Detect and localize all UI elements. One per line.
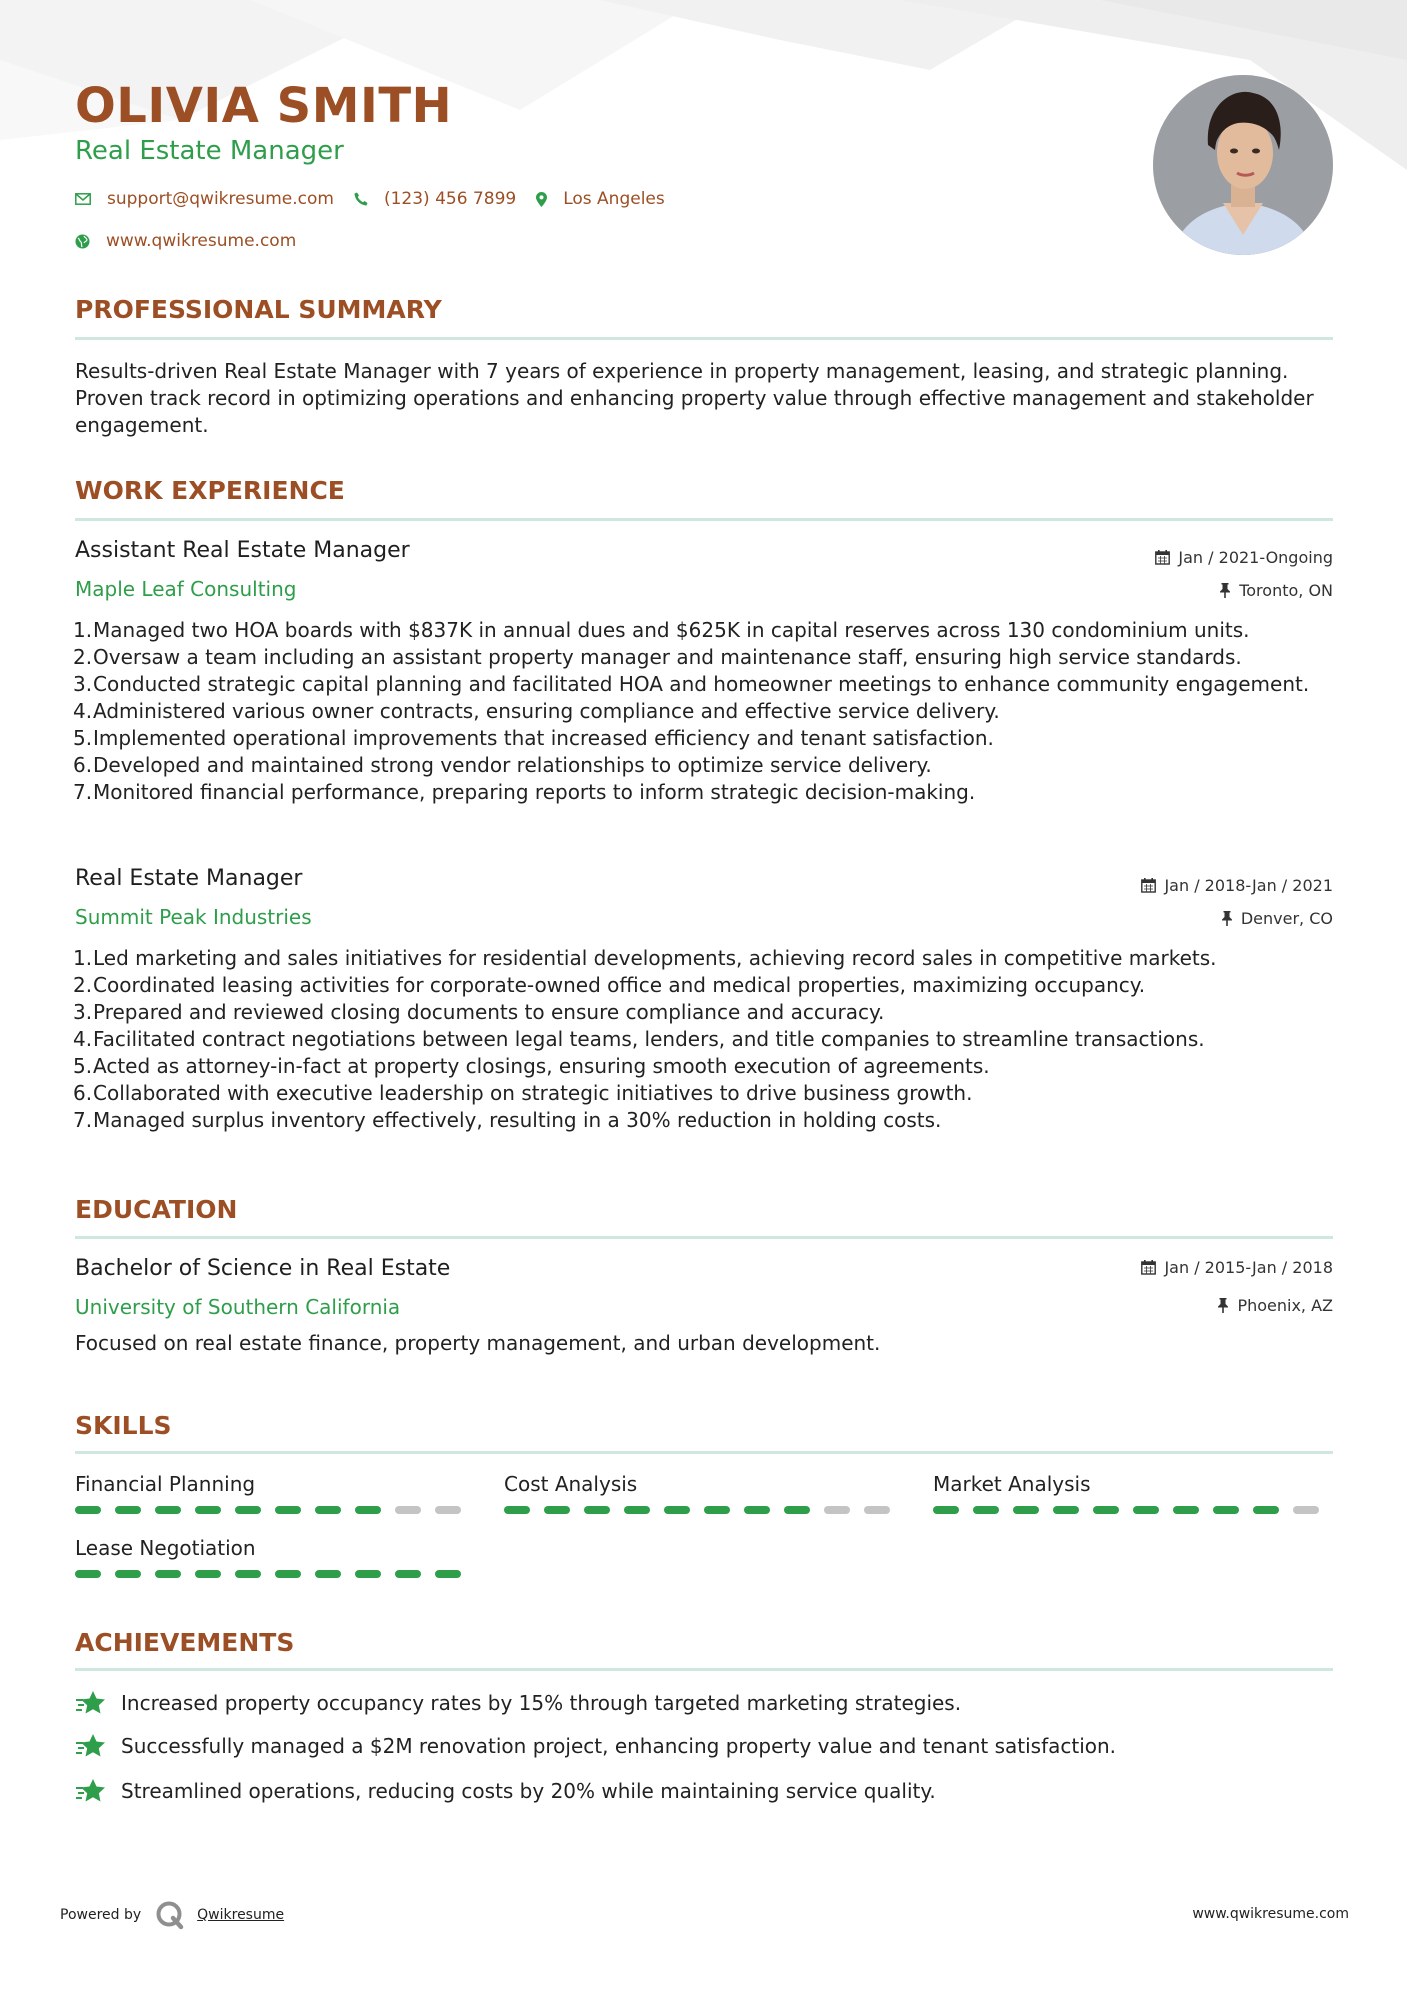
star-icon (75, 1733, 107, 1759)
pushpin-icon (1221, 911, 1233, 926)
skill-name: Cost Analysis (504, 1472, 638, 1496)
skill-rating (933, 1506, 1333, 1514)
skill-item (75, 1536, 475, 1578)
skill-dot-filled (784, 1506, 810, 1514)
skill-dot-filled (744, 1506, 770, 1514)
skill-dot-filled (435, 1570, 461, 1578)
education-divider (75, 1236, 1333, 1239)
summary-heading: PROFESSIONAL SUMMARY (75, 295, 442, 324)
list-item: 2. Coordinated leasing activities for corporate-owned office and medical properties, maximizing occupancy. (73, 973, 1146, 997)
job-date-text: Jan / 2021-Ongoing (1178, 548, 1333, 567)
skill-dot-filled (1013, 1506, 1039, 1514)
achievement-item (75, 1778, 936, 1804)
footer-powered-by (60, 1900, 284, 1930)
job-title: Real Estate Manager (75, 866, 303, 891)
list-item: 5. Implemented operational improvements that increased efficiency and tenant satisfaction. (73, 726, 994, 750)
candidate-name: OLIVIA SMITH (75, 78, 453, 134)
list-item: 1. Managed two HOA boards with $837K in annual dues and $625K in capital reserves across 130 condominium units. (73, 618, 1250, 642)
achievement-item (75, 1690, 961, 1716)
profile-photo (1153, 75, 1333, 255)
pushpin-icon (1217, 1298, 1229, 1313)
skill-name: Lease Negotiation (75, 1536, 256, 1560)
phone-contact[interactable] (354, 189, 516, 209)
job-date-text: Jan / 2018-Jan / 2021 (1164, 876, 1333, 895)
skill-dot-empty (395, 1506, 421, 1514)
contact-row-2 (75, 231, 316, 251)
job-date (1155, 548, 1333, 567)
location-text: Los Angeles (563, 189, 665, 209)
star-icon (75, 1778, 107, 1804)
company-name: Summit Peak Industries (75, 905, 312, 929)
job-location (1219, 581, 1333, 600)
calendar-icon (1141, 878, 1156, 893)
skill-dot-filled (1053, 1506, 1079, 1514)
skill-dot-filled (75, 1506, 101, 1514)
skill-item (933, 1472, 1333, 1514)
skill-dot-filled (624, 1506, 650, 1514)
skill-rating (75, 1570, 475, 1578)
skill-dot-filled (704, 1506, 730, 1514)
skill-dot-filled (235, 1506, 261, 1514)
candidate-title: Real Estate Manager (75, 136, 344, 166)
skill-dot-filled (355, 1570, 381, 1578)
skill-dot-filled (1133, 1506, 1159, 1514)
job-location-text: Toronto, ON (1239, 581, 1333, 600)
skill-name: Market Analysis (933, 1472, 1091, 1496)
skill-dot-filled (275, 1506, 301, 1514)
list-item: 7. Monitored financial performance, preparing reports to inform strategic decision-making. (73, 780, 976, 804)
achievement-text: Successfully managed a $2M renovation project, enhancing property value and tenant satisfaction. (121, 1734, 1117, 1758)
list-item: 5. Acted as attorney-in-fact at property closings, ensuring smooth execution of agreements. (73, 1054, 990, 1078)
star-icon (75, 1690, 107, 1716)
summary-text: Results-driven Real Estate Manager with 7 years of experience in property management, leasing, and strategic planning. Proven track record in optimizing operations and enhancing property value through effective management and stakeholder engagement. (75, 359, 1314, 437)
achievements-heading: ACHIEVEMENTS (75, 1628, 295, 1657)
job-location-text: Denver, CO (1240, 909, 1333, 928)
website-text: www.qwikresume.com (106, 231, 297, 251)
education-location (1217, 1296, 1333, 1315)
achievement-text: Streamlined operations, reducing costs by 20% while maintaining service quality. (121, 1779, 936, 1803)
skill-dot-filled (973, 1506, 999, 1514)
education-heading: EDUCATION (75, 1195, 238, 1224)
experience-heading: WORK EXPERIENCE (75, 476, 345, 505)
education-description: Focused on real estate finance, property management, and urban development. (75, 1331, 881, 1355)
skill-dot-empty (824, 1506, 850, 1514)
skill-dot-filled (395, 1570, 421, 1578)
job-location (1221, 909, 1333, 928)
skill-dot-empty (864, 1506, 890, 1514)
education-date-text: Jan / 2015-Jan / 2018 (1164, 1258, 1333, 1277)
education-location-text: Phoenix, AZ (1237, 1296, 1333, 1315)
skill-item (504, 1472, 904, 1514)
list-item: 7. Managed surplus inventory effectively, resulting in a 30% reduction in holding costs. (73, 1108, 942, 1132)
list-item: 3. Conducted strategic capital planning and facilitated HOA and homeowner meetings to enhance community engagement. (73, 672, 1310, 696)
skill-rating (504, 1506, 904, 1514)
job-title: Assistant Real Estate Manager (75, 538, 410, 563)
school-name: University of Southern California (75, 1295, 401, 1319)
map-marker-icon (536, 192, 547, 207)
website-contact[interactable] (75, 231, 296, 251)
skill-dot-empty (1293, 1506, 1319, 1514)
skill-dot-filled (504, 1506, 530, 1514)
achievement-item (75, 1733, 1116, 1759)
achievement-text: Increased property occupancy rates by 15% through targeted marketing strategies. (121, 1691, 962, 1715)
calendar-icon (1141, 1260, 1156, 1275)
skills-divider (75, 1451, 1333, 1454)
envelope-icon (75, 193, 91, 205)
skills-heading: SKILLS (75, 1411, 172, 1440)
footer-website[interactable]: www.qwikresume.com (1192, 1906, 1349, 1922)
skill-dot-filled (235, 1570, 261, 1578)
qwikresume-logo-icon (155, 1900, 185, 1930)
list-item: 6. Collaborated with executive leadership on strategic initiatives to drive business growth. (73, 1081, 973, 1105)
skill-dot-filled (1173, 1506, 1199, 1514)
calendar-icon (1155, 550, 1170, 565)
skill-dot-filled (1253, 1506, 1279, 1514)
email-contact[interactable] (75, 189, 334, 209)
contact-row-1 (75, 189, 685, 209)
skill-dot-filled (75, 1570, 101, 1578)
list-item: 6. Developed and maintained strong vendor relationships to optimize service delivery. (73, 753, 932, 777)
skill-name: Financial Planning (75, 1472, 256, 1496)
job-bullets (75, 945, 1333, 1134)
skill-dot-filled (195, 1506, 221, 1514)
brand-link[interactable]: Qwikresume (197, 1907, 285, 1923)
list-item: 4. Administered various owner contracts, ensuring compliance and effective service delivery. (73, 699, 1000, 723)
skill-dot-filled (664, 1506, 690, 1514)
powered-by-label: Powered by (60, 1907, 142, 1923)
company-name: Maple Leaf Consulting (75, 577, 297, 601)
pushpin-icon (1219, 583, 1231, 598)
summary-divider (75, 337, 1333, 340)
skill-item (75, 1472, 475, 1514)
experience-divider (75, 518, 1333, 521)
skill-dot-filled (584, 1506, 610, 1514)
skill-dot-filled (155, 1570, 181, 1578)
list-item: 2. Oversaw a team including an assistant property manager and maintenance staff, ensuring high service standards. (73, 645, 1242, 669)
achievements-divider (75, 1668, 1333, 1671)
education-date (1141, 1258, 1333, 1277)
email-text: support@qwikresume.com (107, 189, 334, 209)
skill-dot-filled (155, 1506, 181, 1514)
skill-dot-filled (275, 1570, 301, 1578)
globe-icon (75, 234, 90, 249)
job-bullets (75, 617, 1333, 806)
skill-dot-filled (195, 1570, 221, 1578)
skill-dot-filled (115, 1506, 141, 1514)
skill-dot-filled (933, 1506, 959, 1514)
skill-dot-filled (115, 1570, 141, 1578)
skill-dot-filled (544, 1506, 570, 1514)
skill-dot-filled (315, 1570, 341, 1578)
list-item: 1. Led marketing and sales initiatives for residential developments, achieving record sales in competitive markets. (73, 946, 1217, 970)
job-date (1141, 876, 1333, 895)
location-contact (536, 189, 665, 209)
list-item: 3. Prepared and reviewed closing documents to ensure compliance and accuracy. (73, 1000, 885, 1024)
skill-dot-filled (1093, 1506, 1119, 1514)
phone-text: (123) 456 7899 (383, 189, 517, 209)
skill-dot-empty (435, 1506, 461, 1514)
degree-title: Bachelor of Science in Real Estate (75, 1256, 451, 1281)
list-item: 4. Facilitated contract negotiations between legal teams, lenders, and title companies to streamline transactions. (73, 1027, 1205, 1051)
skill-dot-filled (315, 1506, 341, 1514)
skill-dot-filled (355, 1506, 381, 1514)
phone-icon (354, 192, 368, 206)
skill-dot-filled (1213, 1506, 1239, 1514)
skill-rating (75, 1506, 475, 1514)
